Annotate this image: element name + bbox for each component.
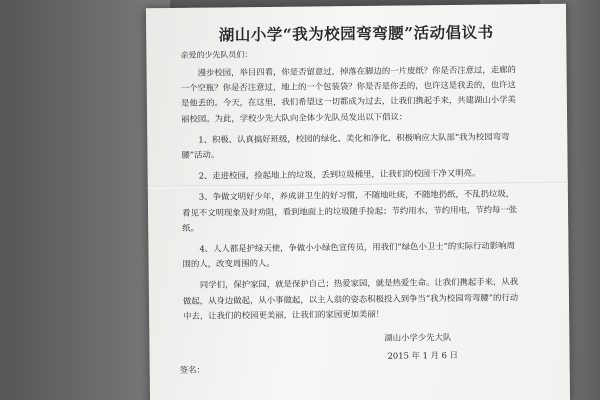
proposal-item-1: 1、积极、认真搞好班级，校园的绿化、美化和净化，积极响应大队部“我为校园弯弯腰”活动。 [181,131,510,160]
document-title: 湖山小学“我为校园弯弯腰”活动倡议书 [218,22,494,45]
issuing-organization: 湖山小学少先大队 [384,332,452,343]
proposal-item-2: 2、走进校园，捡起地上的垃圾，丢到垃圾桶里，让我们的校园干净又明亮。 [198,167,481,181]
document-body [181,62,524,330]
issue-date: 2015 年 1 月 6 日 [387,349,459,361]
intro-paragraph: 漫步校园，举目四看，你是否留意过，掉落在脚边的一片废纸？你是否注意过，走廊的一个空瓶？你是否注意过，地上的一个包装袋？你是否是你丢的，也许这是我丢的，也许这是他丢的。今天，在这里，我们希望这一切都成为过去，让我们携起手来，共建湖山小学美丽校园。为此，学校少先大队向全体少先队员发出以下倡议： [180,64,516,124]
proposal-sheet [146,4,570,400]
table-surface-left [0,0,170,400]
salutation: 亲爱的少先队员们： [180,50,253,60]
signature-label: 签名： [179,364,205,375]
proposal-item-3: 3、争做文明好少年，养成讲卫生的好习惯，不随地吐痰，不随地扔纸，不乱扔垃圾，看见不文明现象及时劝阻，看到地面上的垃圾随手捡起；节约用水，节约用电，节约每一张纸。 [182,188,518,233]
proposal-item-4: 4、人人都是护绿天使，争做小小绿色宣传员，用我们“绿色小卫士”的实际行动影响周围的人，改变周围的人。 [182,240,515,270]
closing-paragraph: 同学们，保护家园，就是保护自己；热爱家园，就是热爱生命。让我们携起手来，从我做起，从身边做起，从小事做起，以主人翁的姿态积极投入到争当“我为校园弯弯腰”的行动中去，让我们的校园更美丽，让我们的家园更加美丽！ [182,276,519,321]
